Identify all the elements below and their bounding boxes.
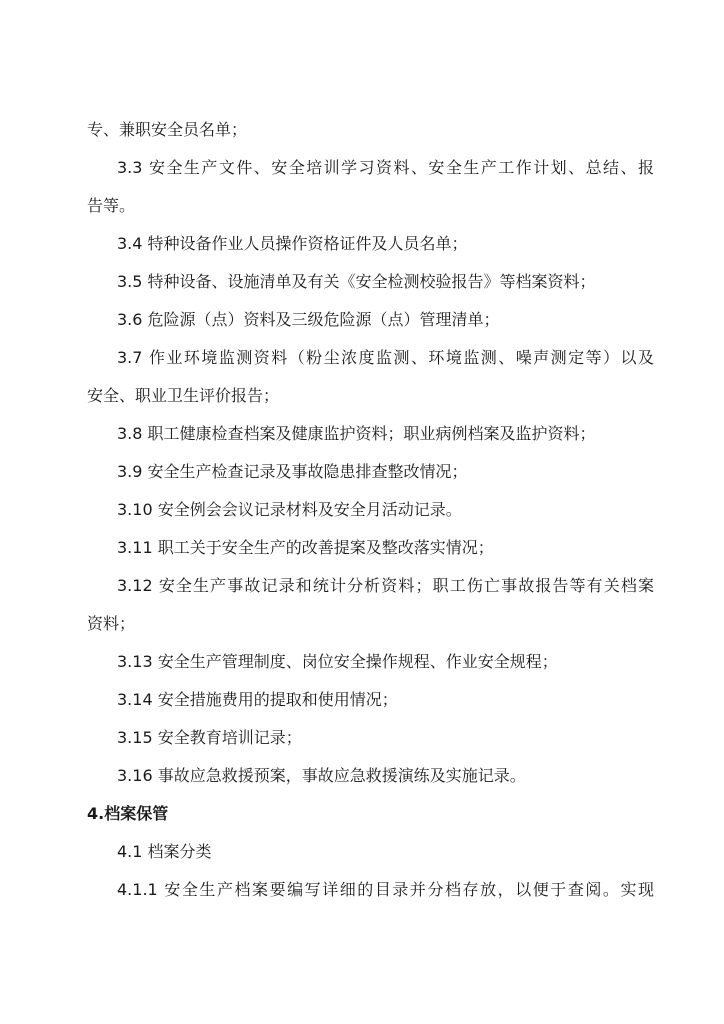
text-line: 3.9 安全生产检查记录及事故隐患排查整改情况； <box>117 462 468 481</box>
text-line: 3.10 安全例会会议记录材料及安全月活动记录。 <box>117 500 462 519</box>
text-line: 3.11 职工关于安全生产的改善提案及整改落实情况； <box>117 538 494 557</box>
text-line: 3.3 安全生产文件、安全培训学习资料、安全生产工作计划、总结、报 <box>117 158 654 177</box>
text-line: 3.5 特种设备、设施清单及有关《安全检测校验报告》等档案资料； <box>117 272 596 291</box>
text-line: 资料； <box>87 614 136 633</box>
text-line: 3.13 安全生产管理制度、岗位安全操作规程、作业安全规程； <box>117 652 558 671</box>
text-line: 4.1.1 安全生产档案要编写详细的目录并分档存放，以便于查阅。实现 <box>117 880 654 899</box>
text-line: 专、兼职安全员名单； <box>87 120 248 139</box>
subsection-heading: 4.1 档案分类 <box>117 842 212 861</box>
text-line: 3.7 作业环境监测资料（粉尘浓度监测、环境监测、噪声测定等）以及 <box>117 348 654 367</box>
text-line: 3.12 安全生产事故记录和统计分析资料；职工伤亡事故报告等有关档案 <box>117 576 654 595</box>
text-line: 3.8 职工健康检查档案及健康监护资料；职业病例档案及监护资料； <box>117 424 596 443</box>
text-line: 3.14 安全措施费用的提取和使用情况； <box>117 690 398 709</box>
text-line: 3.4 特种设备作业人员操作资格证件及人员名单； <box>117 234 468 253</box>
text-line: 3.15 安全教育培训记录； <box>117 728 302 747</box>
section-heading: 4.档案保管 <box>87 804 169 823</box>
text-line: 安全、职业卫生评价报告； <box>87 386 280 405</box>
text-line: 告等。 <box>87 196 136 215</box>
text-line: 3.6 危险源（点）资料及三级危险源（点）管理清单； <box>117 310 500 329</box>
text-line: 3.16 事故应急救援预案，事故应急救援演练及实施记录。 <box>117 766 526 785</box>
